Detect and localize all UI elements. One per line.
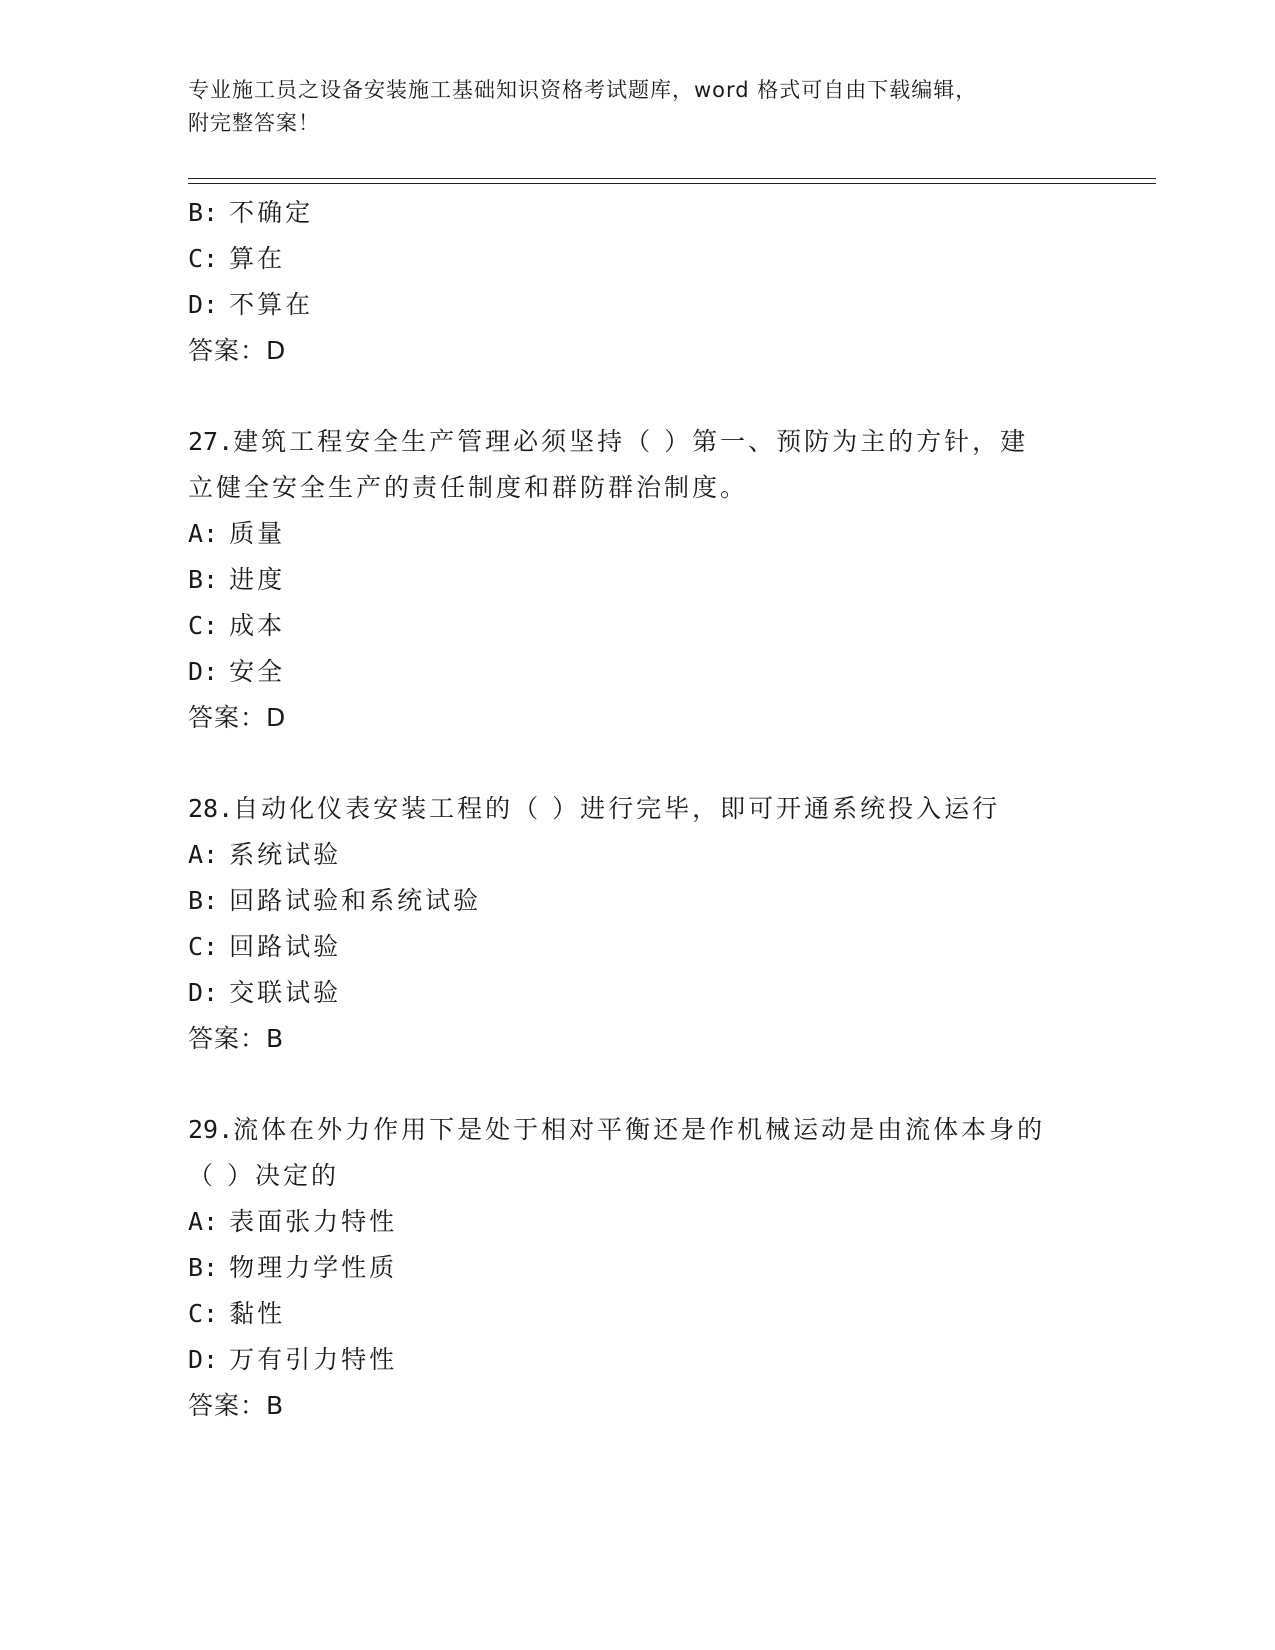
option-text: 回路试验和系统试验 bbox=[229, 886, 482, 915]
option-letter: C: bbox=[188, 932, 219, 961]
prev-question bbox=[188, 190, 1148, 374]
option-a bbox=[188, 511, 1148, 557]
option-b bbox=[188, 190, 1148, 236]
question-27 bbox=[188, 419, 1148, 741]
question-stem-line bbox=[188, 419, 1148, 465]
answer: 答案：D bbox=[188, 703, 287, 732]
spacer bbox=[188, 741, 1148, 786]
question-number: 29. bbox=[188, 1115, 234, 1144]
option-b bbox=[188, 878, 1148, 924]
question-29 bbox=[188, 1107, 1148, 1429]
option-text: 成本 bbox=[229, 611, 286, 640]
option-letter: A: bbox=[188, 1207, 219, 1236]
option-text: 不算在 bbox=[229, 290, 314, 319]
question-text: 自动化仪表安装工程的（ ）进行完毕，即可开通系统投入运行 bbox=[233, 794, 1001, 823]
option-d bbox=[188, 970, 1148, 1016]
option-letter: D: bbox=[188, 978, 219, 1007]
option-text: 不确定 bbox=[229, 198, 314, 227]
option-letter: C: bbox=[188, 244, 219, 273]
question-text: 建筑工程安全生产管理必须坚持（ ）第一、预防为主的方针，建 bbox=[233, 427, 1029, 456]
answer: 答案：D bbox=[188, 336, 287, 365]
option-d bbox=[188, 1337, 1148, 1383]
option-letter: D: bbox=[188, 1345, 219, 1374]
option-b bbox=[188, 557, 1148, 603]
option-text: 万有引力特性 bbox=[229, 1345, 398, 1374]
option-text: 质量 bbox=[229, 519, 286, 548]
question-number: 27. bbox=[188, 427, 234, 456]
option-d bbox=[188, 282, 1148, 328]
spacer bbox=[188, 1062, 1148, 1107]
option-letter: B: bbox=[188, 1253, 219, 1282]
option-c bbox=[188, 1291, 1148, 1337]
option-letter: D: bbox=[188, 657, 219, 686]
question-stem-line bbox=[188, 786, 1148, 832]
option-c bbox=[188, 924, 1148, 970]
option-a bbox=[188, 1199, 1148, 1245]
option-text: 物理力学性质 bbox=[229, 1253, 398, 1282]
option-text: 交联试验 bbox=[229, 978, 342, 1007]
option-text: 安全 bbox=[229, 657, 286, 686]
header-line-1: 专业施工员之设备安装施工基础知识资格考试题库，word 格式可自由下载编辑， bbox=[188, 78, 978, 102]
option-letter: B: bbox=[188, 886, 219, 915]
header-line-2: 附完整答案！ bbox=[188, 111, 320, 135]
question-stem-line: 立健全安全生产的责任制度和群防群治制度。 bbox=[188, 473, 749, 502]
option-text: 黏性 bbox=[229, 1299, 286, 1328]
spacer bbox=[188, 374, 1148, 419]
option-text: 回路试验 bbox=[229, 932, 342, 961]
option-letter: A: bbox=[188, 519, 219, 548]
answer: 答案：B bbox=[188, 1391, 285, 1420]
option-letter: A: bbox=[188, 840, 219, 869]
option-letter: C: bbox=[188, 611, 219, 640]
option-text: 表面张力特性 bbox=[229, 1207, 398, 1236]
option-letter: B: bbox=[188, 198, 219, 227]
option-text: 算在 bbox=[229, 244, 286, 273]
option-letter: C: bbox=[188, 1299, 219, 1328]
option-a bbox=[188, 832, 1148, 878]
option-text: 进度 bbox=[229, 565, 286, 594]
header-divider-bottom bbox=[188, 183, 1156, 184]
option-c bbox=[188, 603, 1148, 649]
header-divider-top bbox=[188, 178, 1156, 179]
option-letter: D: bbox=[188, 290, 219, 319]
answer: 答案：B bbox=[188, 1024, 285, 1053]
option-letter: B: bbox=[188, 565, 219, 594]
option-text: 系统试验 bbox=[229, 840, 342, 869]
question-stem-line: （ ）决定的 bbox=[188, 1161, 339, 1190]
option-b bbox=[188, 1245, 1148, 1291]
document-header bbox=[188, 74, 1088, 140]
option-c bbox=[188, 236, 1148, 282]
option-d bbox=[188, 649, 1148, 695]
question-28 bbox=[188, 786, 1148, 1062]
question-number: 28. bbox=[188, 794, 234, 823]
document-body bbox=[188, 190, 1148, 1429]
question-stem-line bbox=[188, 1107, 1148, 1153]
question-text: 流体在外力作用下是处于相对平衡还是作机械运动是由流体本身的 bbox=[233, 1115, 1046, 1144]
